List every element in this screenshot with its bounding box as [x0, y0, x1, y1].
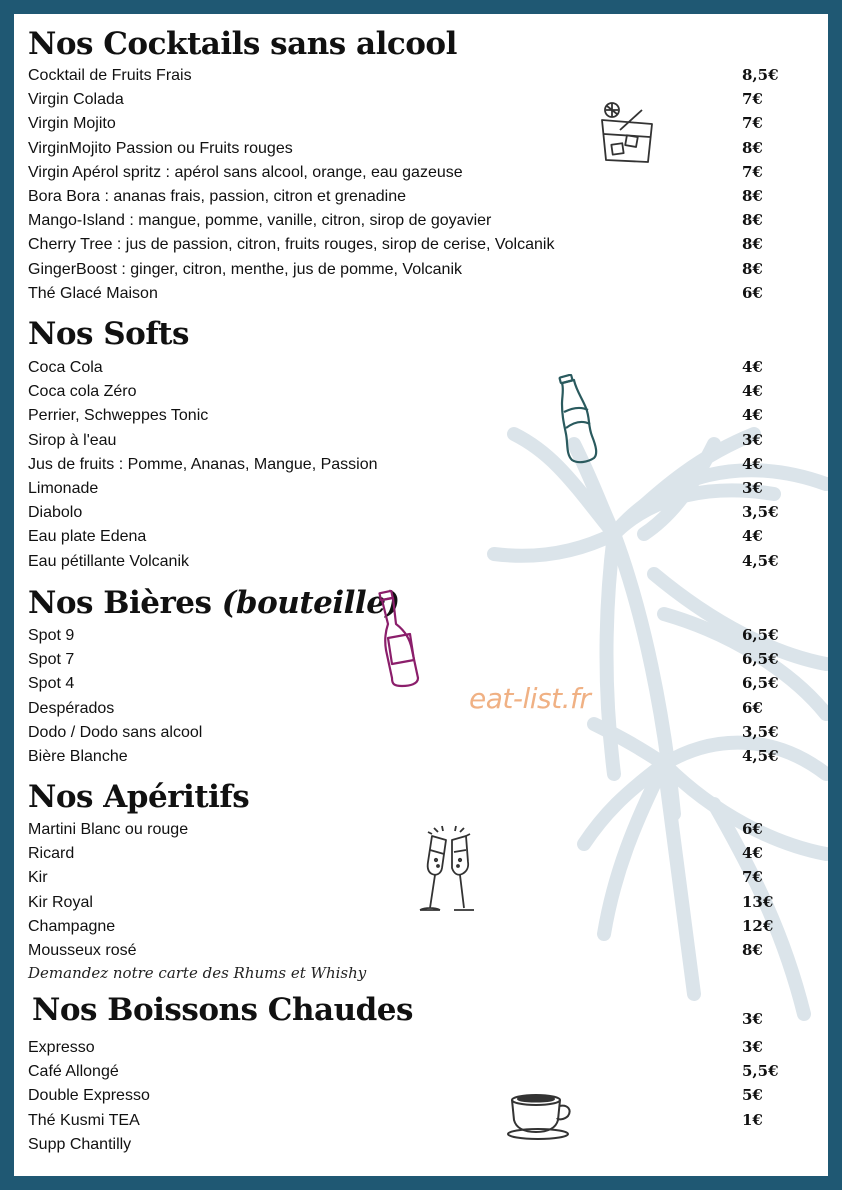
menu-item-name: Supp Chantilly — [28, 1135, 132, 1153]
menu-item-boissons-chaudes — [28, 1133, 808, 1157]
menu-item-name: VirginMojito Passion ou Fruits rouges — [28, 139, 293, 157]
menu-item-price: 8€ — [742, 941, 763, 959]
menu-item-boissons-chaudes — [28, 1060, 808, 1084]
menu-item-softs — [28, 525, 808, 549]
menu-item-softs — [28, 453, 808, 477]
menu-item-name: Limonade — [28, 480, 99, 497]
menu-item-name: Virgin Mojito — [28, 115, 116, 133]
menu-item-name: Jus de fruits : Pomme, Ananas, Mangue, Passion — [28, 455, 378, 473]
menu-item-name: Despérados — [28, 699, 115, 717]
menu-item-softs — [28, 404, 808, 428]
menu-page — [14, 14, 828, 1176]
menu-item-price: 13€ — [742, 892, 774, 911]
menu-item-name: Bora Bora : ananas frais, passion, citron et grenadine — [28, 188, 406, 205]
menu-item-softs — [28, 356, 808, 380]
menu-item-name: Spot 9 — [28, 627, 75, 644]
menu-item-price: 5€ — [742, 1086, 763, 1105]
section-title-boissons-chaudes: Nos Boissons Chaudes — [32, 992, 413, 1028]
menu-item-price: 6€ — [742, 698, 763, 717]
menu-item-price: 3€ — [742, 479, 763, 497]
menu-item-name: Ricard — [28, 845, 75, 863]
soda-bottle-icon — [552, 374, 604, 464]
menu-item-price: 4,5€ — [742, 551, 779, 570]
section-title-softs: Nos Softs — [28, 316, 189, 352]
menu-item-price: 12€ — [742, 916, 774, 935]
menu-item-cocktails — [28, 233, 808, 257]
menu-item-name: Mousseux rosé — [28, 942, 137, 959]
menu-item-name: Spot 4 — [28, 675, 75, 693]
menu-item-price: 3€ — [742, 1038, 763, 1056]
menu-item-price: 3,5€ — [742, 722, 779, 741]
menu-item-cocktails — [28, 137, 808, 161]
menu-item-aperitifs — [28, 915, 808, 939]
menu-item-name: Cocktail de Fruits Frais — [28, 67, 192, 84]
menu-item-price: 3€ — [742, 430, 763, 449]
menu-item-name: Expresso — [28, 1039, 95, 1056]
menu-item-cocktails — [28, 112, 808, 136]
menu-item-price: 8€ — [742, 138, 763, 157]
watermark: eat-list.fr — [469, 682, 591, 715]
menu-item-price: 4€ — [742, 358, 763, 376]
menu-item-price: 7€ — [742, 114, 763, 133]
menu-item-price: 4€ — [742, 844, 763, 863]
menu-item-name: Coca Cola — [28, 359, 103, 376]
menu-item-cocktails — [28, 88, 808, 112]
menu-item-price: 5,5€ — [742, 1062, 779, 1081]
menu-item-cocktails — [28, 282, 808, 306]
menu-item-name: Kir — [28, 869, 48, 887]
menu-item-cocktails — [28, 258, 808, 282]
menu-item-price: 4€ — [742, 527, 763, 546]
menu-item-name: Martini Blanc ou rouge — [28, 821, 189, 838]
menu-item-bieres — [28, 721, 808, 745]
menu-item-name: GingerBoost : ginger, citron, menthe, jus de pomme, Volcanik — [28, 260, 463, 278]
menu-item-price: 1€ — [742, 1110, 763, 1129]
menu-item-name: Eau plate Edena — [28, 528, 147, 546]
menu-item-name: Thé Glacé Maison — [28, 284, 158, 302]
rhum-whisky-note: Demandez notre carte des Rhums et Whishy — [28, 964, 367, 982]
menu-item-softs — [28, 477, 808, 501]
menu-item-price: 8€ — [742, 259, 763, 278]
menu-item-price: 4€ — [742, 382, 763, 401]
menu-item-name: Kir Royal — [28, 893, 93, 911]
menu-item-price: 4,5€ — [742, 747, 779, 765]
menu-item-name: Coca cola Zéro — [28, 383, 137, 401]
coffee-cup-icon — [506, 1092, 574, 1142]
menu-item-price: 8,5€ — [742, 66, 779, 84]
menu-item-name: Cherry Tree : jus de passion, citron, fruits rouges, sirop de cerise, Volcanik — [28, 236, 555, 254]
menu-item-cocktails — [28, 64, 808, 88]
menu-item-bieres — [28, 745, 808, 769]
menu-item-name: Perrier, Schweppes Tonic — [28, 407, 209, 425]
menu-item-name: Café Allongé — [28, 1063, 119, 1081]
menu-item-cocktails — [28, 161, 808, 185]
menu-item-price: 3,5€ — [742, 503, 779, 522]
champagne-glasses-icon — [408, 822, 480, 918]
menu-item-name: Sirop à l'eau — [28, 431, 117, 449]
menu-item-softs — [28, 501, 808, 525]
menu-item-price: 4€ — [742, 406, 763, 425]
menu-item-boissons-chaudes — [28, 1084, 808, 1108]
menu-item-price: 6,5€ — [742, 626, 779, 644]
menu-item-price: 8€ — [742, 235, 763, 254]
boissons-chaudes-header-price: 3€ — [742, 1010, 763, 1028]
menu-item-name: Virgin Apérol spritz : apérol sans alcool, orange, eau gazeuse — [28, 163, 463, 181]
section-title-bieres-main: Nos Bières — [28, 585, 212, 621]
menu-item-price: 4€ — [742, 454, 763, 473]
menu-item-bieres — [28, 697, 808, 721]
menu-item-name: Mango-Island : mangue, pomme, vanille, citron, sirop de goyavier — [28, 212, 492, 230]
menu-item-name: Virgin Colada — [28, 91, 124, 109]
menu-item-price: 8€ — [742, 187, 763, 205]
cocktail-glass-icon — [598, 100, 658, 166]
section-title-cocktails: Nos Cocktails sans alcool — [28, 26, 457, 62]
menu-item-price: 7€ — [742, 90, 763, 109]
menu-item-name: Diabolo — [28, 504, 83, 522]
menu-item-softs — [28, 429, 808, 453]
menu-item-boissons-chaudes — [28, 1109, 808, 1133]
menu-item-price: 6,5€ — [742, 650, 779, 669]
menu-item-name: Champagne — [28, 917, 116, 935]
menu-item-softs — [28, 550, 808, 574]
menu-item-boissons-chaudes — [28, 1036, 808, 1060]
menu-item-price: 7€ — [742, 868, 763, 887]
menu-item-name: Dodo / Dodo sans alcool — [28, 723, 203, 741]
menu-item-name: Thé Kusmi TEA — [28, 1111, 140, 1129]
menu-item-name: Bière Blanche — [28, 748, 128, 765]
menu-item-price: 6€ — [742, 820, 763, 838]
menu-item-price: 8€ — [742, 211, 763, 230]
section-title-bieres-italic: (bouteille) — [221, 585, 400, 621]
menu-item-price: 6€ — [742, 283, 763, 302]
menu-item-aperitifs — [28, 939, 808, 963]
section-title-bieres — [28, 585, 400, 621]
menu-item-cocktails — [28, 209, 808, 233]
menu-item-name: Double Expresso — [28, 1087, 150, 1105]
menu-item-name: Spot 7 — [28, 651, 75, 669]
section-title-aperitifs: Nos Apéritifs — [28, 779, 250, 815]
menu-item-price: 6,5€ — [742, 674, 779, 693]
beer-bottle-icon — [376, 590, 420, 688]
menu-item-price: 7€ — [742, 162, 763, 181]
menu-item-name: Eau pétillante Volcanik — [28, 552, 189, 570]
menu-item-softs — [28, 380, 808, 404]
menu-item-cocktails — [28, 185, 808, 209]
